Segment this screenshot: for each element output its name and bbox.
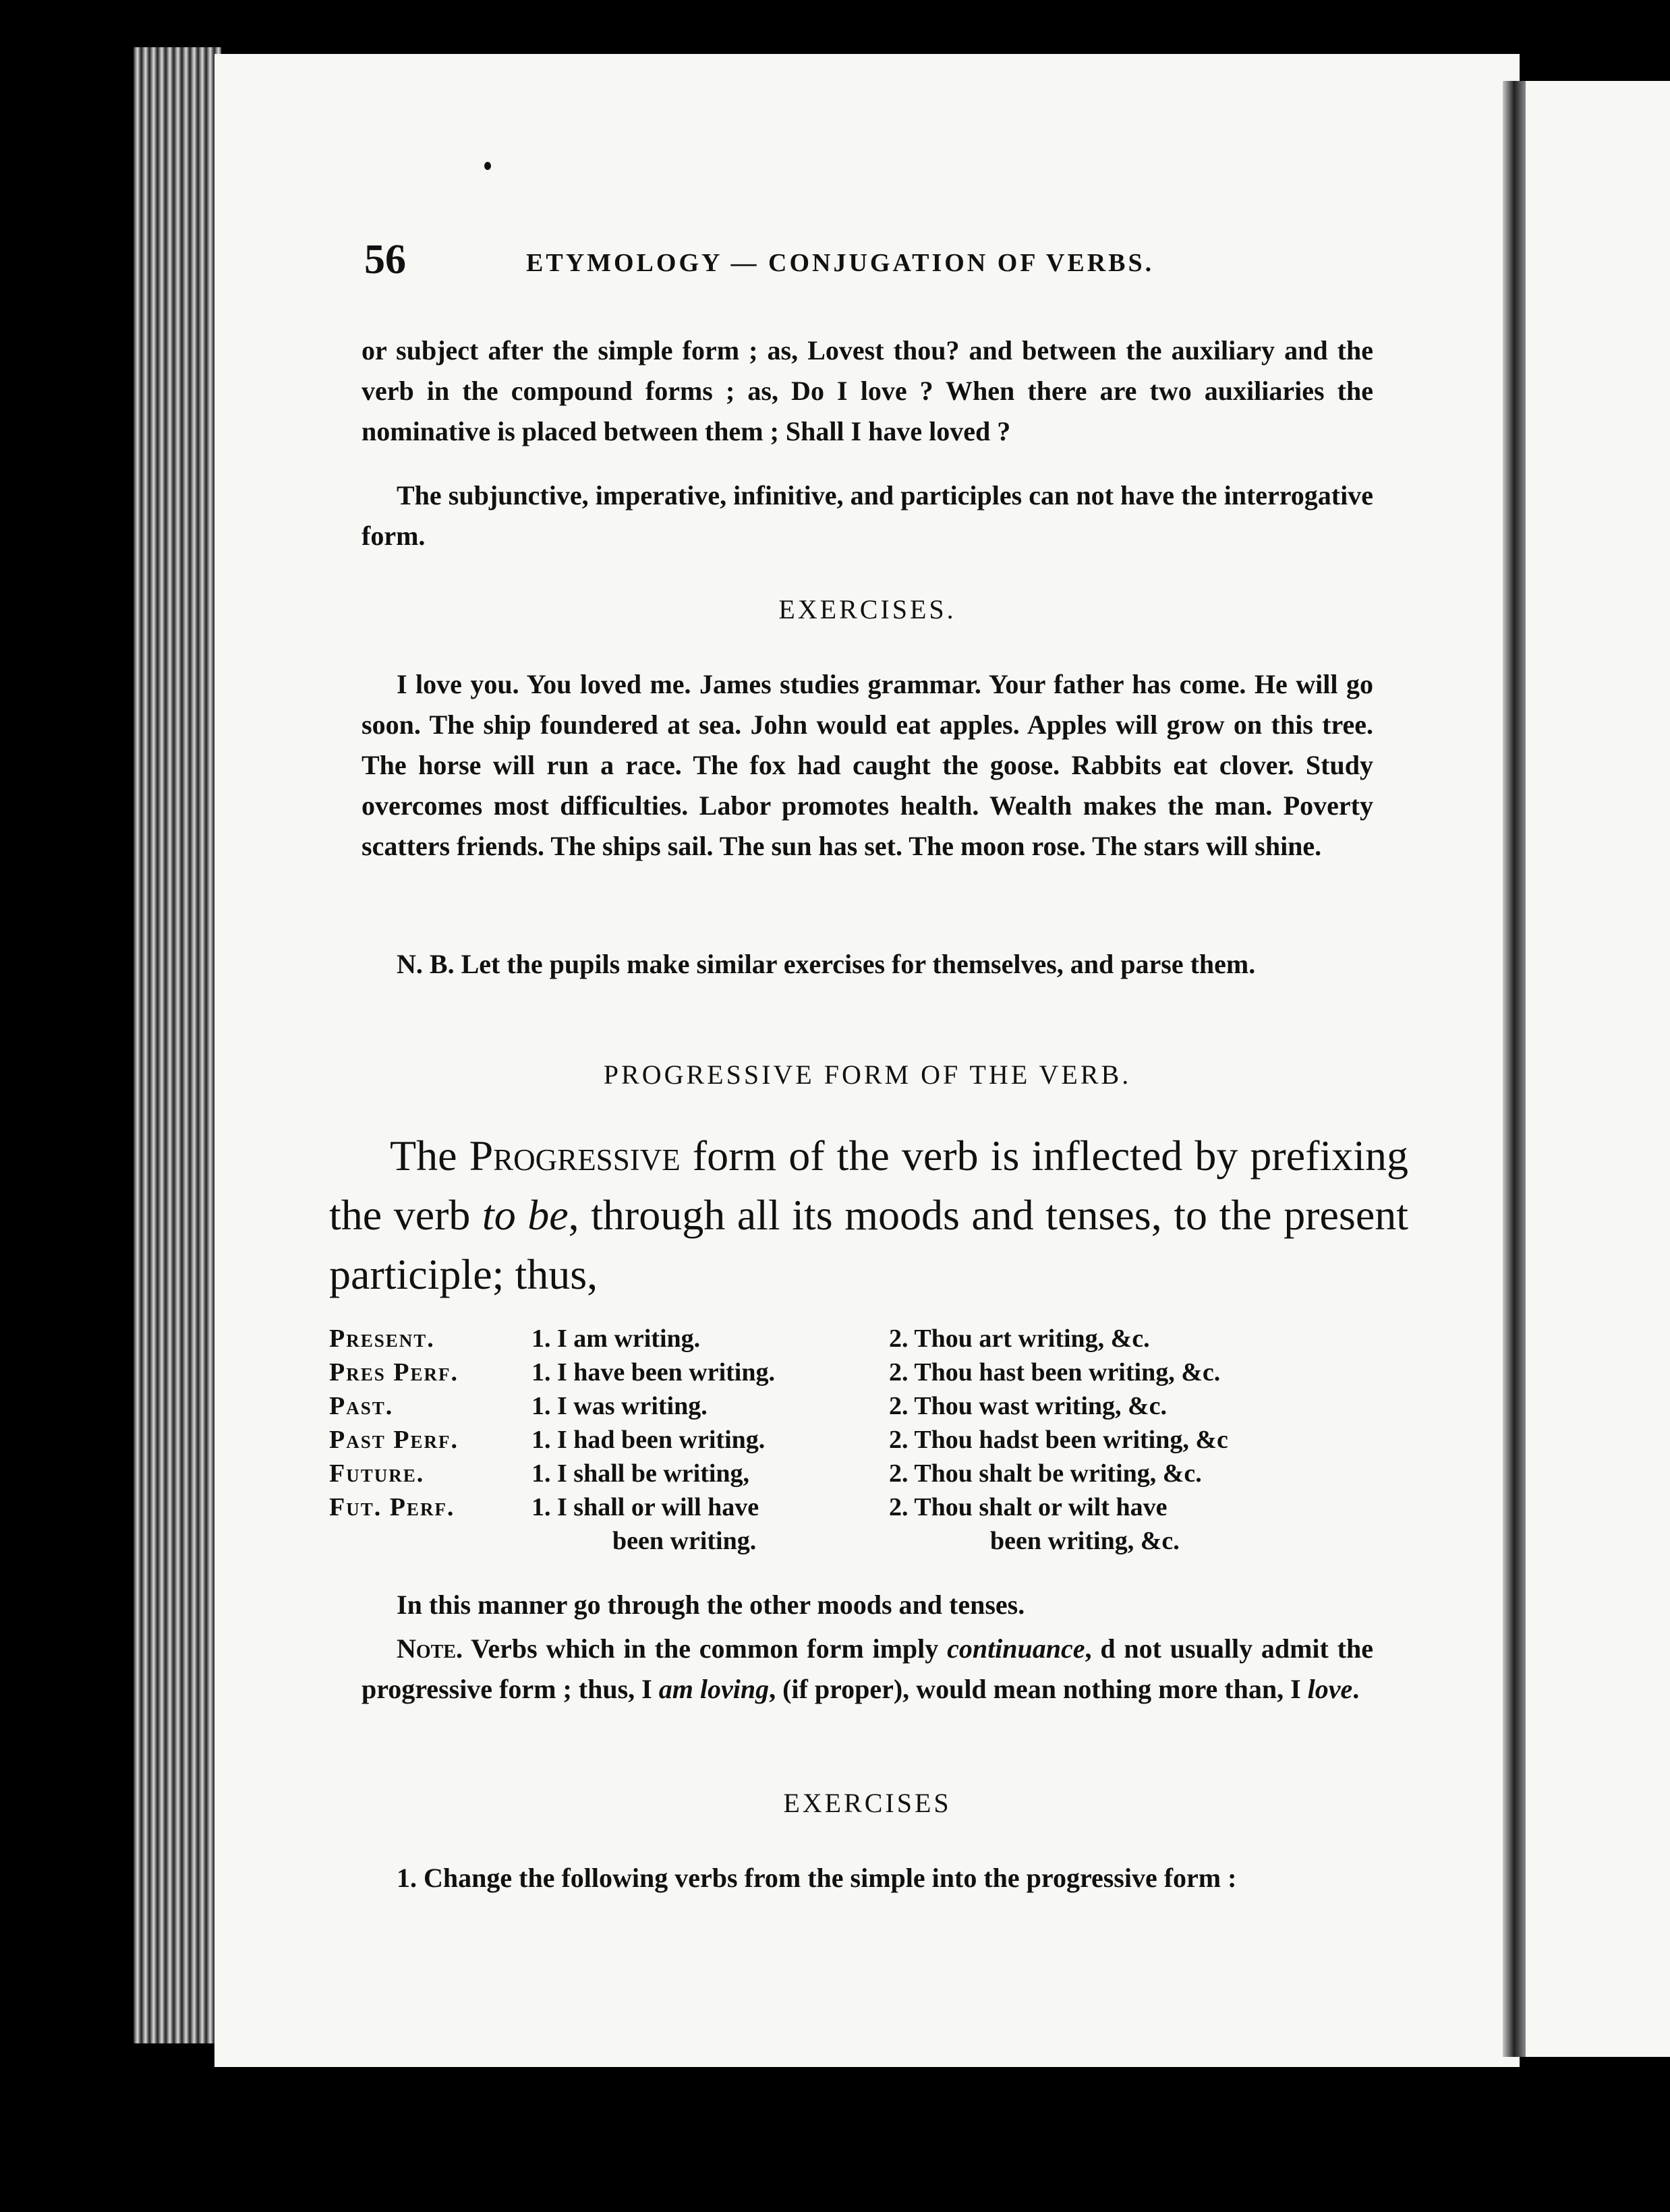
second-person: 2. Thou hast been writing, &c. [889,1358,1221,1387]
note-emphasis: am loving [658,1674,770,1704]
second-person: 2. Thou shalt or wilt have [889,1493,1168,1521]
definition-text: The [390,1132,469,1180]
page-number: 56 [364,237,406,283]
tense-label: Fut. Perf. [329,1493,455,1521]
note-text: , d not usually admit the progressive form ; thus, I [362,1633,1373,1704]
conjugation-table [329,1322,1408,1558]
change-verbs-paragraph: 1. Change the following verbs from the simple into the progressive form : [397,1863,1237,1893]
nb-paragraph: N. B. Let the pupils make similar exercises for themselves, and parse them. [397,949,1256,979]
exercises-heading: EXERCISES. [778,594,956,624]
facing-page-edge [1526,81,1670,2057]
conjugation-row [329,1389,1408,1423]
note-emphasis: love [1307,1674,1353,1704]
first-person: 1. I was writing. [531,1392,708,1420]
conjugation-row [329,1457,1408,1490]
tense-label: Past Perf. [329,1426,459,1454]
definition-text: form of the verb is inflected by prefixing the verb [329,1132,1409,1239]
exercises-heading-2: EXERCISES [783,1788,952,1818]
note-text: . [1352,1674,1360,1704]
tense-label: Past. [329,1392,394,1420]
note-emphasis: continuance [947,1633,1085,1664]
paragraph-interrogative-note: The subjunctive, imperative, infinitive, and participles can not have the interrogative form. [362,480,1373,551]
book-page-edges [134,47,221,2043]
first-person: 1. I have been writing. [531,1358,775,1387]
note-text: , (if proper), would mean nothing more than, I [769,1674,1308,1704]
conjugation-row-continuation [329,1524,1408,1558]
first-person: been writing. [612,1527,757,1555]
definition-verb: to be [482,1191,569,1239]
exercises-paragraph: I love you. You loved me. James studies grammar. Your father has come. He will go soon. The ship foundered at sea. John would eat apples. Apples will grow on this tree. The horse will run a race. The fox had caught the goose. Rabbits eat clover. Study overcomes most difficulties. Labor promotes health. Wealth makes the man. Poverty scatters friends. The ships sail. The sun has set. The moon rose. The stars will shine. [362,669,1373,861]
note-paragraph [362,1629,1373,1710]
conjugation-row [329,1490,1408,1524]
note-label: Note. [397,1633,463,1664]
tense-label: Present. [329,1325,435,1353]
note-text: Verbs which in the common form imply [463,1633,948,1664]
tense-label: Future. [329,1459,425,1488]
first-person: 1. I shall be writing, [531,1459,750,1488]
paragraph-interrogative: or subject after the simple form ; as, Lovest thou? and between the auxiliary and the verb in the compound forms ; as, Do I love ? When there are two auxiliaries the nominative is placed between them ; Shall I have loved ? [362,335,1373,446]
tenses-instruction: In this manner go through the other moods and tenses. [397,1590,1025,1620]
first-person: 1. I had been writing. [531,1426,766,1454]
page-header [364,236,1430,297]
conjugation-row [329,1356,1408,1389]
second-person: 2. Thou shalt be writing, &c. [889,1459,1202,1488]
second-person: 2. Thou wast writing, &c. [889,1392,1168,1420]
second-person: 2. Thou art writing, &c. [889,1325,1150,1353]
definition-term: Progressive [469,1132,681,1180]
second-person: 2. Thou hadst been writing, &c [889,1426,1228,1454]
book-spine [1503,81,1526,2057]
first-person: 1. I shall or will have [531,1493,759,1521]
running-title: ETYMOLOGY — CONJUGATION OF VERBS. [526,249,1155,277]
conjugation-row [329,1322,1408,1356]
book-page [214,54,1520,2067]
first-person: 1. I am writing. [531,1325,701,1353]
conjugation-row [329,1423,1408,1457]
ink-speck [484,162,491,170]
tense-label: Pres Perf. [329,1358,459,1387]
progressive-heading: PROGRESSIVE FORM OF THE VERB. [603,1059,1132,1090]
progressive-definition [329,1126,1408,1304]
definition-text: , through all its moods and tenses, to the present participle; thus, [329,1191,1409,1298]
second-person: been writing, &c. [990,1527,1180,1555]
